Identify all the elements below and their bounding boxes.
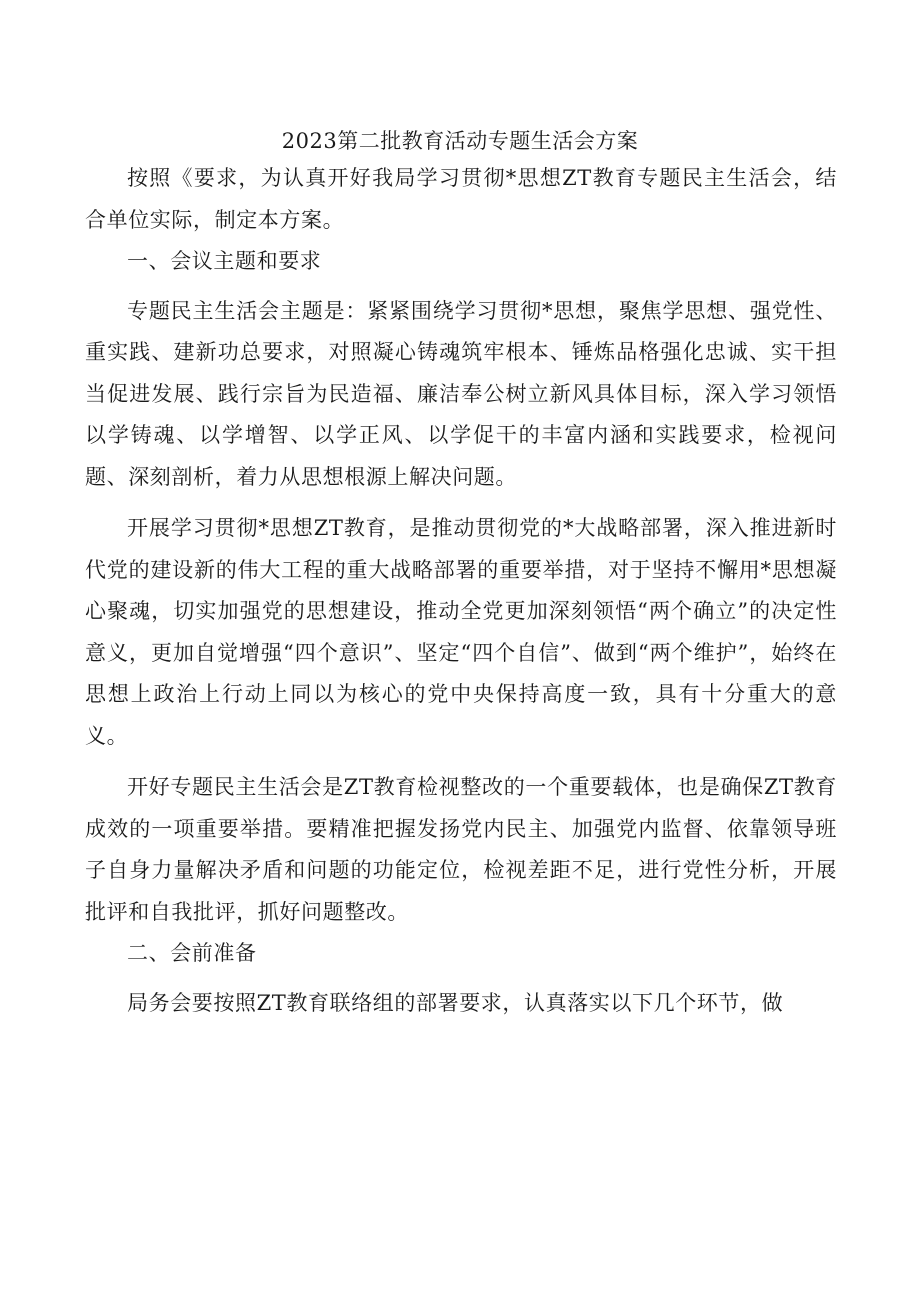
paragraph-preparation: 局务会要按照ZT教育联络组的部署要求，认真落实以下几个环节，做	[127, 990, 784, 1015]
paragraph-intro: 按照《要求，为认真开好我局学习贯彻*思想ZT教育专题民主生活会，结合单位实际，制定本方案。	[85, 166, 837, 232]
section-heading-1: 一、会议主题和要求	[127, 249, 322, 273]
section-heading-2: 二、会前准备	[127, 941, 257, 965]
paragraph-importance: 开好专题民主生活会是ZT教育检视整改的一个重要载体，也是确保ZT教育成效的一项重要举措。要精准把握发扬党内民主、加强党内监督、依靠领导班子自身力量解决矛盾和问题的功能定位，检视差距不足，进行党性分析，开展批评和自我批评，抓好问题整改。	[85, 775, 837, 924]
document-title: 2023第二批教育活动专题生活会方案	[281, 129, 639, 153]
document-body	[85, 158, 837, 1024]
paragraph-theme: 专题民主生活会主题是：紧紧围绕学习贯彻*思想，聚焦学思想、强党性、重实践、建新功总要求，对照凝心铸魂筑牢根本、锤炼品格强化忠诚、实干担当促进发展、践行宗旨为民造福、廉洁奉公树立新风具体目标，深入学习领悟以学铸魂、以学增智、以学正风、以学促干的丰富内涵和实践要求，检视问题、深刻剖析，着力从思想根源上解决问题。	[85, 298, 837, 489]
paragraph-significance: 开展学习贯彻*思想ZT教育，是推动贯彻党的*大战略部署，深入推进新时代党的建设新的伟大工程的重大战略部署的重要举措，对于坚持不懈用*思想凝心聚魂，切实加强党的思想建设，推动全党更加深刻领悟“两个确立”的决定性意义，更加自觉增强“四个意识”、坚定“四个自信”、做到“两个维护”，始终在思想上政治上行动上同以为核心的党中央保持高度一致，具有十分重大的意义。	[85, 516, 837, 748]
